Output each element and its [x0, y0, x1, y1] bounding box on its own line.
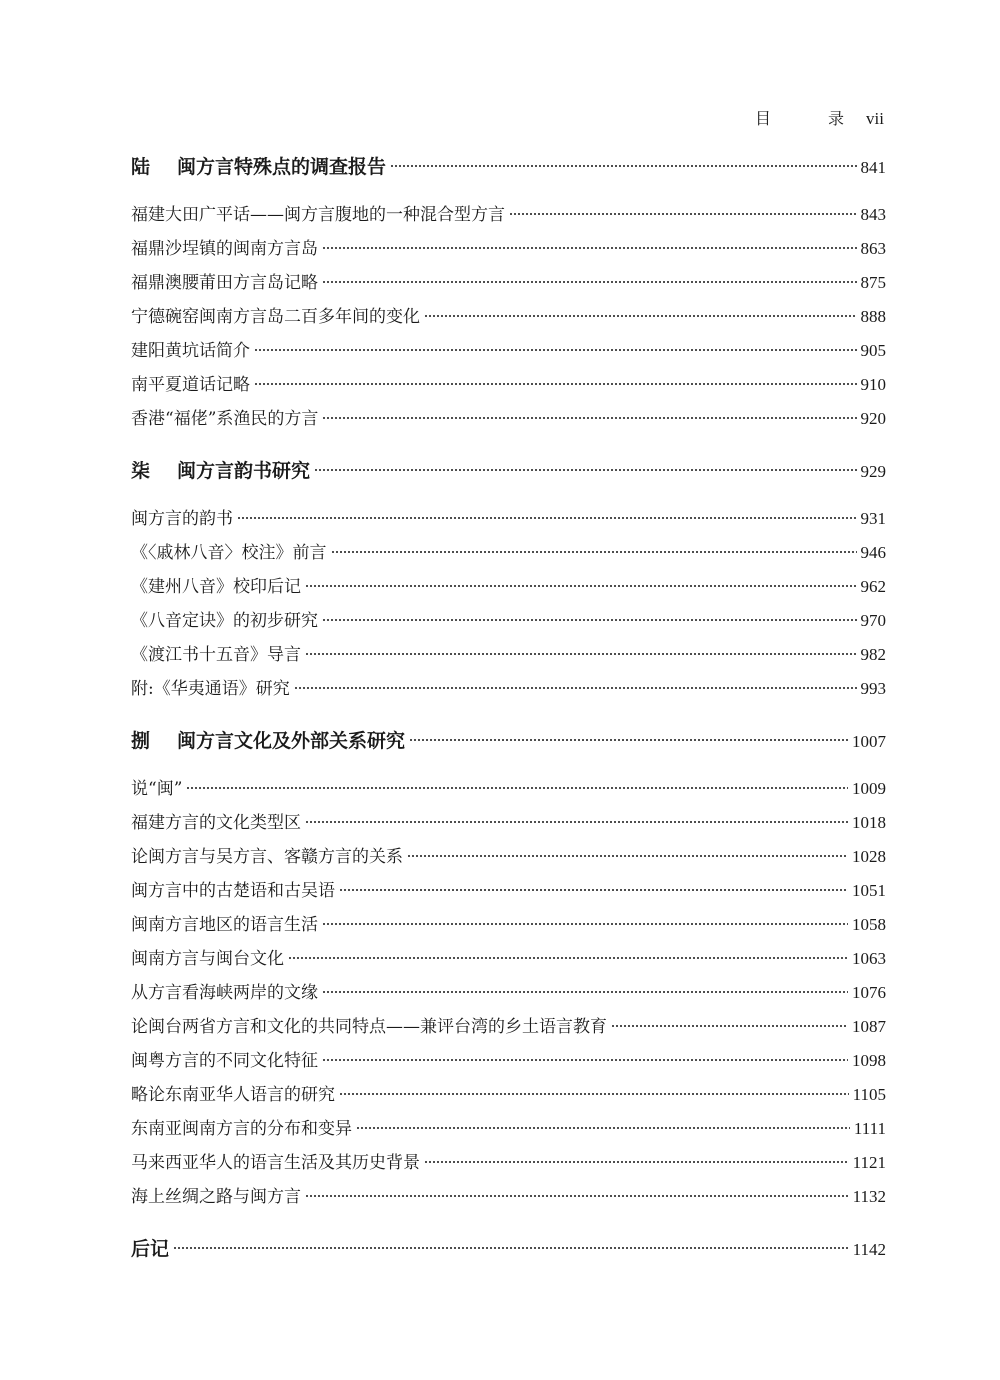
entry-page-number: 1087 — [852, 1017, 886, 1036]
entry-page-number: 1105 — [852, 1085, 886, 1104]
entry-title: 说“闽” — [131, 779, 183, 799]
entry-page-number: 931 — [860, 509, 886, 528]
dot-leader — [254, 374, 857, 391]
entry-page-number: 1063 — [852, 949, 886, 968]
entry-title: 马来西亚华人的语言生活及其历史背景 — [131, 1153, 420, 1173]
entry-page-number: 1076 — [852, 983, 886, 1002]
entry-title: 论闽方言与吴方言、客赣方言的关系 — [131, 847, 403, 867]
part-number: 柒 — [131, 460, 151, 482]
toc-entry[interactable] — [131, 840, 886, 874]
part-title — [131, 1232, 169, 1266]
entry-title: 南平夏道话记略 — [131, 375, 250, 395]
dot-leader — [322, 238, 857, 255]
dot-leader — [322, 914, 848, 931]
dot-leader — [254, 340, 857, 357]
toc-entry[interactable] — [131, 402, 886, 436]
entry-page-number: 993 — [860, 679, 886, 698]
toc-entry[interactable] — [131, 976, 886, 1010]
toc-part-heading[interactable] — [131, 1232, 886, 1266]
dot-leader — [294, 678, 857, 695]
toc-entry[interactable] — [131, 672, 886, 706]
part-page-number: 1142 — [852, 1240, 886, 1259]
dot-leader — [424, 1152, 849, 1169]
toc-entry[interactable] — [131, 232, 886, 266]
dot-leader — [305, 644, 857, 661]
dot-leader — [322, 272, 857, 289]
toc-entry[interactable] — [131, 1010, 886, 1044]
dot-leader — [407, 846, 848, 863]
dot-leader — [322, 610, 857, 627]
part-title-text: 闽方言特殊点的调查报告 — [177, 156, 387, 178]
entry-page-number: 1098 — [852, 1051, 886, 1070]
entry-title: 闽南方言地区的语言生活 — [131, 915, 318, 935]
toc-entry[interactable] — [131, 942, 886, 976]
toc-entry[interactable] — [131, 368, 886, 402]
entry-title: 附:《华夷通语》研究 — [131, 679, 290, 699]
toc-part-heading[interactable] — [131, 724, 886, 758]
dot-leader — [611, 1016, 848, 1033]
entry-page-number: 1051 — [852, 881, 886, 900]
dot-leader — [305, 812, 848, 829]
dot-leader — [186, 778, 848, 795]
entry-page-number: 1058 — [852, 915, 886, 934]
toc-entry[interactable] — [131, 1078, 886, 1112]
dot-leader — [305, 1186, 849, 1203]
entry-page-number: 863 — [860, 239, 886, 258]
part-page-number: 929 — [860, 462, 886, 481]
entry-title: 闽粤方言的不同文化特征 — [131, 1051, 318, 1071]
part-title-text: 闽方言韵书研究 — [177, 460, 311, 482]
entry-page-number: 982 — [860, 645, 886, 664]
entry-page-number: 888 — [860, 307, 886, 326]
dot-leader — [339, 880, 848, 897]
entry-page-number: 946 — [860, 543, 886, 562]
dot-leader — [288, 948, 848, 965]
entry-title: 闽方言的韵书 — [131, 509, 233, 529]
entry-title: 福鼎澳腰莆田方言岛记略 — [131, 273, 318, 293]
entry-page-number: 970 — [860, 611, 886, 630]
part-number: 陆 — [131, 156, 151, 178]
entry-title: 略论东南亚华人语言的研究 — [131, 1085, 335, 1105]
dot-leader — [305, 576, 857, 593]
toc-entry[interactable] — [131, 772, 886, 806]
toc-entry[interactable] — [131, 874, 886, 908]
part-title — [131, 150, 386, 184]
entry-title: 《渡江书十五音》导言 — [131, 645, 301, 665]
dot-leader — [509, 204, 857, 221]
entry-title: 福建方言的文化类型区 — [131, 813, 301, 833]
dot-leader — [339, 1084, 849, 1101]
part-number: 捌 — [131, 730, 151, 752]
dot-leader — [322, 408, 856, 425]
entry-page-number: 910 — [860, 375, 886, 394]
header-title: 目 录 — [754, 109, 871, 128]
dot-leader — [314, 459, 856, 478]
dot-leader — [237, 508, 857, 525]
entry-title: 《建州八音》校印后记 — [131, 577, 301, 597]
entry-title: 闽方言中的古楚语和古吴语 — [131, 881, 335, 901]
toc-part-heading[interactable] — [131, 150, 886, 184]
toc-entry[interactable] — [131, 334, 886, 368]
entry-page-number: 962 — [860, 577, 886, 596]
dot-leader — [322, 1050, 848, 1067]
part-title — [131, 454, 310, 488]
toc-entry[interactable] — [131, 570, 886, 604]
entry-title: 建阳黄坑话简介 — [131, 341, 250, 361]
entry-page-number: 1028 — [852, 847, 886, 866]
toc-entry[interactable] — [131, 502, 886, 536]
toc-entry[interactable] — [131, 908, 886, 942]
entry-title: 从方言看海峡两岸的文缘 — [131, 983, 318, 1003]
running-header — [755, 106, 884, 129]
entry-title: 《〈戚林八音〉校注》前言 — [131, 543, 327, 563]
entry-title: 《八音定诀》的初步研究 — [131, 611, 318, 631]
dot-leader — [356, 1118, 850, 1135]
toc-entry[interactable] — [131, 266, 886, 300]
toc-entry[interactable] — [131, 300, 886, 334]
dot-leader — [173, 1237, 849, 1256]
entry-title: 福鼎沙埕镇的闽南方言岛 — [131, 239, 318, 259]
part-title — [131, 724, 405, 758]
entry-title: 香港“福佬”系渔民的方言 — [131, 409, 319, 429]
toc-entry[interactable] — [131, 1112, 886, 1146]
toc-entry[interactable] — [131, 806, 886, 840]
dot-leader — [409, 729, 848, 748]
entry-title: 东南亚闽南方言的分布和变异 — [131, 1119, 352, 1139]
entry-page-number: 1132 — [852, 1187, 886, 1206]
part-title-text: 闽方言文化及外部关系研究 — [177, 730, 406, 752]
entry-page-number: 1009 — [852, 779, 886, 798]
part-page-number: 841 — [860, 158, 886, 177]
entry-title: 福建大田广平话——闽方言腹地的一种混合型方言 — [131, 205, 505, 225]
toc-entry[interactable] — [131, 1146, 886, 1180]
dot-leader — [322, 982, 848, 999]
toc-entry[interactable] — [131, 536, 886, 570]
toc-entry[interactable] — [131, 638, 886, 672]
table-of-contents — [131, 150, 886, 1266]
toc-entry[interactable] — [131, 1180, 886, 1214]
entry-page-number: 843 — [860, 205, 886, 224]
entry-page-number: 905 — [860, 341, 886, 360]
dot-leader — [390, 155, 856, 174]
entry-page-number: 1018 — [852, 813, 886, 832]
entry-title: 论闽台两省方言和文化的共同特点——兼评台湾的乡土语言教育 — [131, 1017, 607, 1037]
toc-entry[interactable] — [131, 604, 886, 638]
toc-entry[interactable] — [131, 1044, 886, 1078]
part-page-number: 1007 — [852, 732, 886, 751]
entry-title: 闽南方言与闽台文化 — [131, 949, 284, 969]
entry-page-number: 1111 — [853, 1119, 886, 1138]
dot-leader — [424, 306, 857, 323]
entry-title: 宁德碗窑闽南方言岛二百多年间的变化 — [131, 307, 420, 327]
entry-page-number: 1121 — [852, 1153, 886, 1172]
header-page-number: vii — [866, 109, 884, 128]
part-title-text: 后记 — [131, 1238, 170, 1260]
dot-leader — [331, 542, 857, 559]
entry-page-number: 920 — [860, 409, 886, 428]
entry-page-number: 875 — [860, 273, 886, 292]
toc-part-heading[interactable] — [131, 454, 886, 488]
toc-entry[interactable] — [131, 198, 886, 232]
entry-title: 海上丝绸之路与闽方言 — [131, 1187, 301, 1207]
